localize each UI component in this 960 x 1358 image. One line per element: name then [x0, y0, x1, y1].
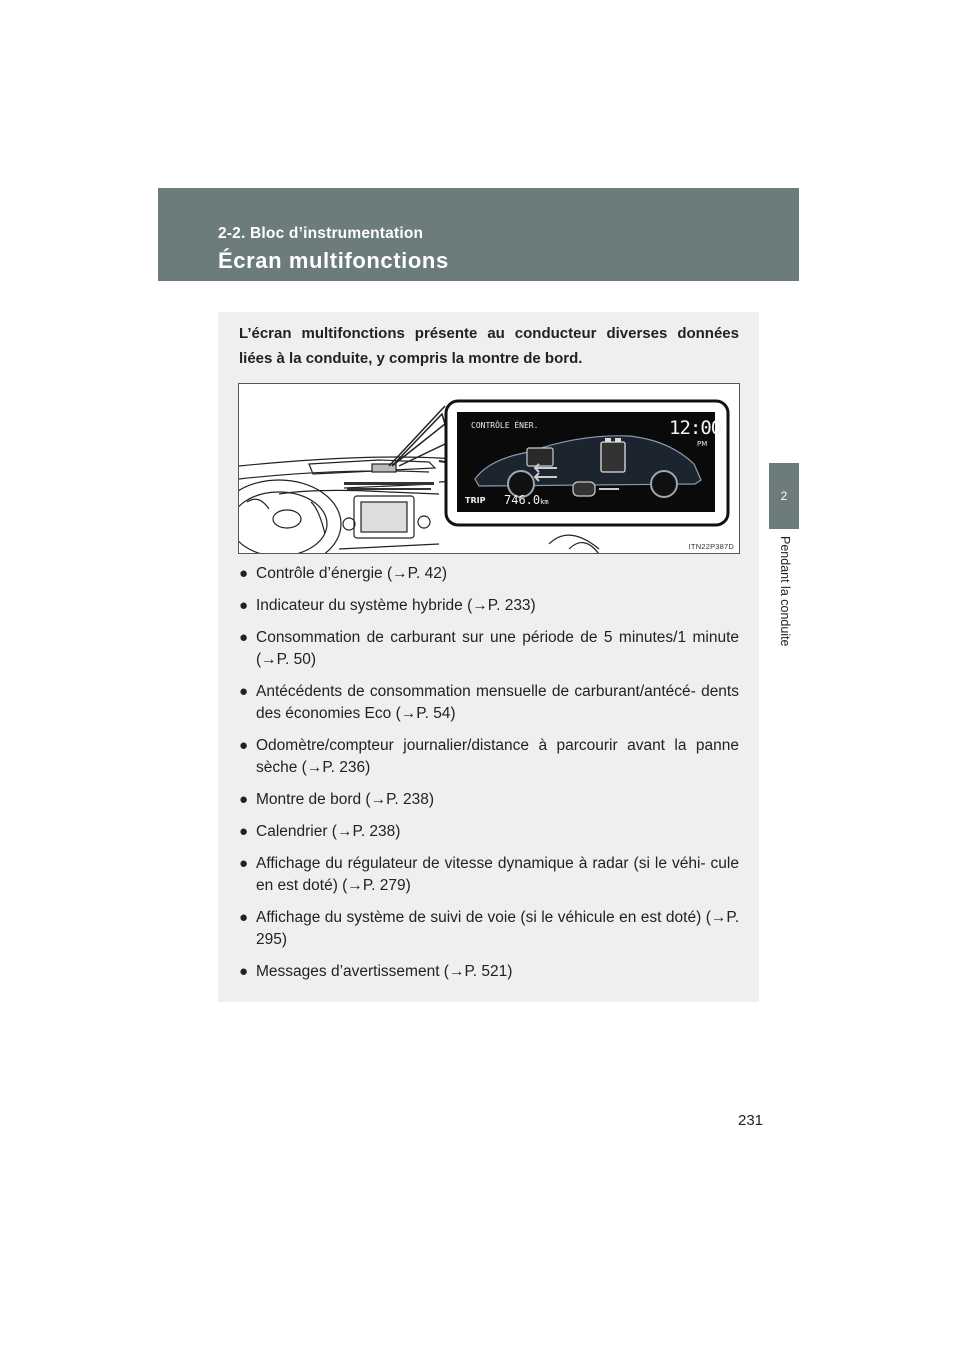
- list-item: [239, 563, 739, 585]
- list-item-text: Contrôle d’énergie (→P. 42): [256, 565, 447, 582]
- list-item-text: Indicateur du système hybride (→P. 233): [256, 597, 536, 614]
- chapter-header: [158, 188, 799, 281]
- figure-code: ITN22P387D: [688, 542, 734, 551]
- list-item-text: Affichage du régulateur de vitesse dynamique à radar (si le véhi- cule en est doté) (→P. 279): [256, 855, 739, 894]
- dashboard-illustration: [238, 383, 740, 554]
- list-item-text: Calendrier (→P. 238): [256, 823, 401, 840]
- list-item: [239, 821, 739, 843]
- list-item: [239, 789, 739, 811]
- bullet-icon: ●: [239, 629, 249, 646]
- display-ampm: PM: [697, 440, 708, 448]
- display-trip-label: TRIP: [465, 496, 486, 505]
- list-item: [239, 627, 739, 671]
- list-item: [239, 595, 739, 617]
- section-label: 2-2. Bloc d’instrumentation: [218, 225, 424, 242]
- display-time: 12:00: [669, 417, 722, 439]
- bullet-icon: ●: [239, 963, 249, 980]
- chapter-tab-label: Pendant la conduite: [778, 536, 792, 647]
- feature-list: [239, 563, 739, 993]
- list-item: [239, 961, 739, 983]
- content-box: [218, 312, 759, 1002]
- page-title: Écran multifonctions: [218, 248, 449, 273]
- list-item-text: Odomètre/compteur journalier/distance à parcourir avant la panne sèche (→P. 236): [256, 737, 739, 776]
- bullet-icon: ●: [239, 909, 249, 926]
- list-item: [239, 735, 739, 779]
- page-number: 231: [738, 1112, 764, 1129]
- bullet-icon: ●: [239, 597, 249, 614]
- list-item: [239, 681, 739, 725]
- bullet-icon: ●: [239, 737, 249, 754]
- bullet-icon: ●: [239, 855, 249, 872]
- display-title: CONTRÔLE ÉNER.: [471, 421, 539, 430]
- intro-text: L’écran multifonctions présente au conducteur diverses données liées à la conduite, y compris la montre de bord.: [239, 325, 739, 367]
- list-item: [239, 853, 739, 897]
- display-trip-number: 746.0: [504, 493, 541, 507]
- bullet-icon: ●: [239, 565, 249, 582]
- list-item-text: Affichage du système de suivi de voie (si le véhicule en est doté) (→P. 295): [256, 909, 739, 948]
- list-item-text: Antécédents de consommation mensuelle de carburant/antécé- dents des économies Eco (→P. 54): [256, 683, 739, 722]
- display-trip-unit: km: [540, 498, 549, 506]
- dashboard-drawing: [239, 384, 740, 554]
- bullet-icon: ●: [239, 683, 249, 700]
- list-item: [239, 907, 739, 951]
- list-item-text: Messages d’avertissement (→P. 521): [256, 963, 513, 980]
- bullet-icon: ●: [239, 823, 249, 840]
- bullet-icon: ●: [239, 791, 249, 808]
- chapter-tab-number: 2: [780, 489, 788, 503]
- display-trip-value: [504, 493, 549, 507]
- list-item-text: Montre de bord (→P. 238): [256, 791, 435, 808]
- list-item-text: Consommation de carburant sur une période de 5 minutes/1 minute (→P. 50): [256, 629, 739, 668]
- chapter-tab[interactable]: [769, 463, 799, 529]
